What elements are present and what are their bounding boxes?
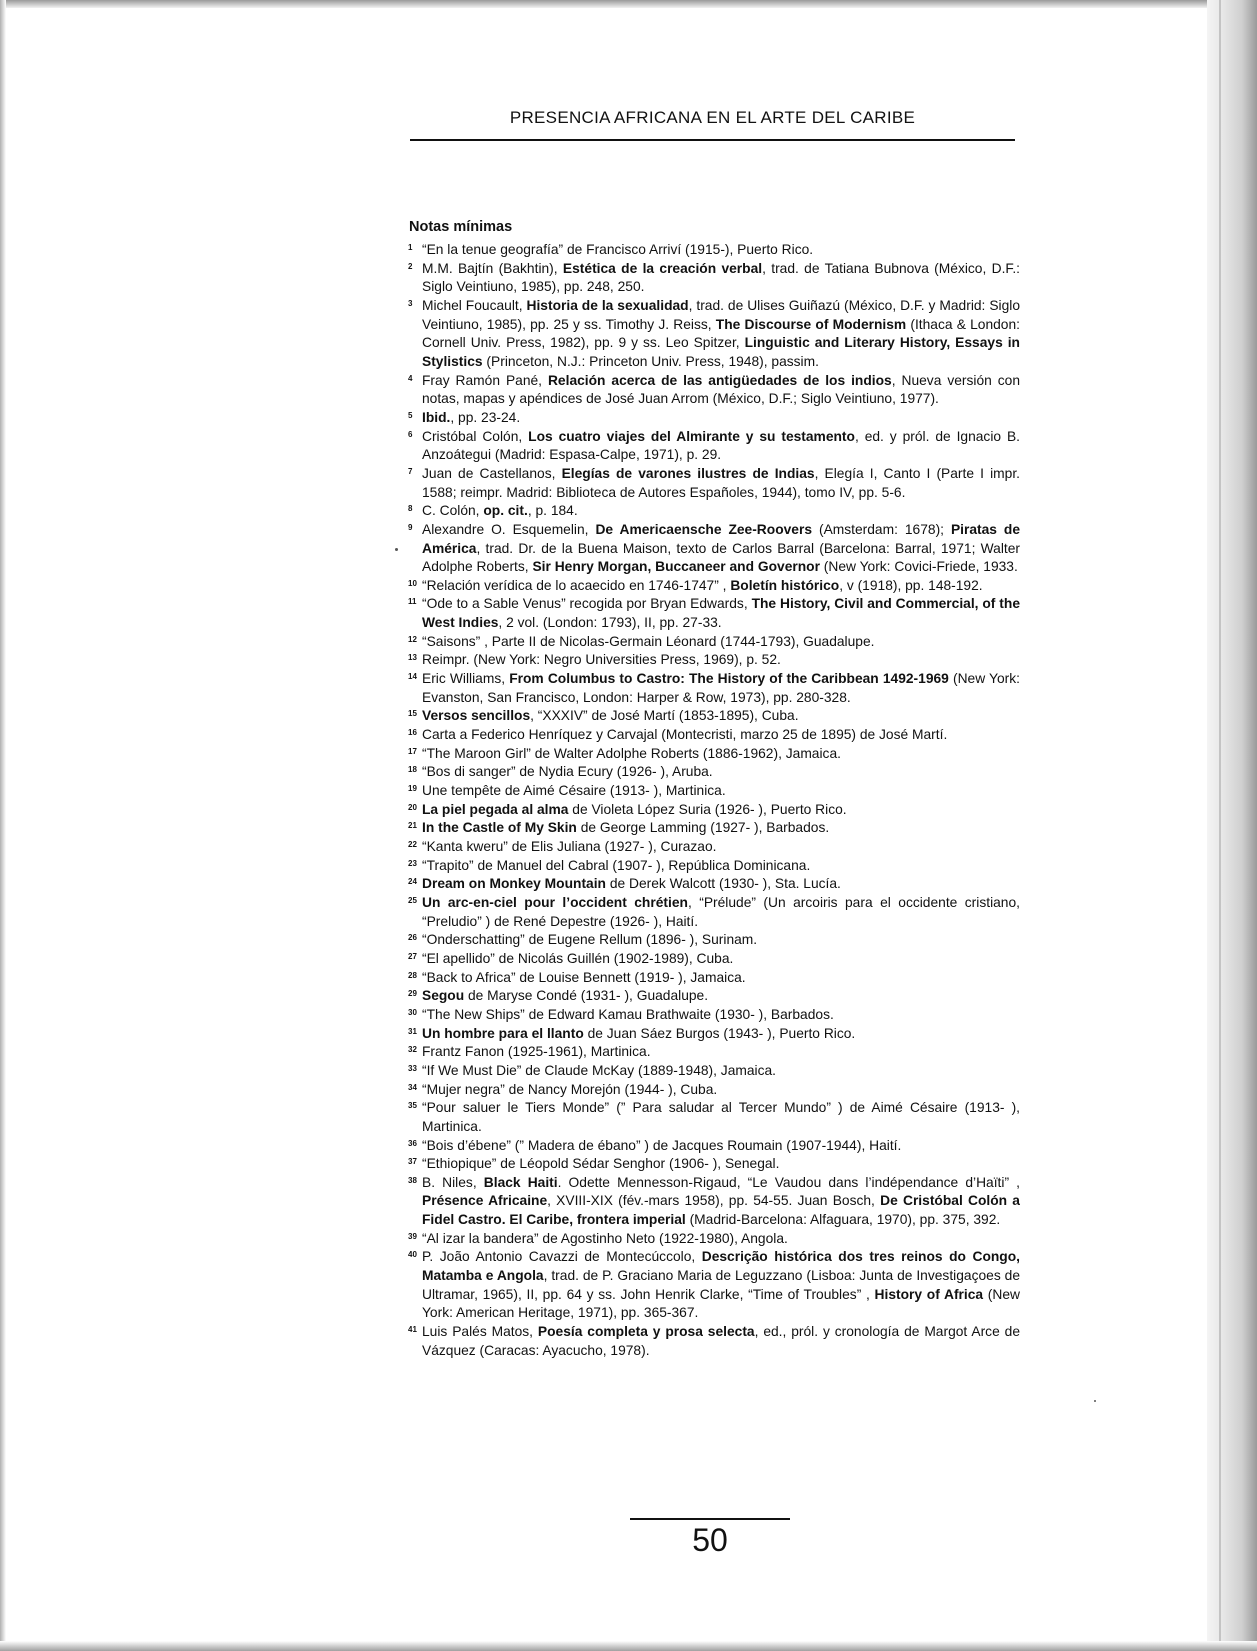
note-text: Une tempête de Aimé Césaire (1913- ), Martinica. (422, 783, 726, 799)
note-text: Fray Ramón Pané, (422, 372, 548, 388)
note-text: (Ithaca & London: Cornell Univ. Press, 1982), pp. 9 y ss. Leo Spitzer, (422, 316, 1020, 351)
note-number: 3 (408, 298, 413, 308)
note-text: , p. 184. (527, 503, 578, 519)
note-title-bold: The Discourse of Modernism (715, 316, 907, 332)
note-text: de Juan Sáez Burgos (1943- ), Puerto Rico. (583, 1025, 856, 1041)
note-item (408, 633, 1020, 652)
note-number: 20 (408, 802, 417, 812)
note-number: 34 (408, 1082, 417, 1092)
note-text: de Maryse Condé (1931- ), Guadalupe. (464, 988, 709, 1004)
note-item (408, 782, 1020, 801)
note-text: de Derek Walcott (1930- ), Sta. Lucía. (605, 876, 841, 892)
note-title-bold: Boletín histórico (730, 577, 840, 593)
note-number: 26 (408, 933, 417, 943)
note-item (408, 465, 1020, 502)
note-text: “Relación verídica de lo acaecido en 1746-1747” , (422, 577, 731, 593)
note-item (408, 931, 1020, 950)
note-text: , “Prélude” (Un arcoiris para el occidente cristiano, “Preludio” ) de René Depestre (1926- ), Haití. (422, 894, 1020, 929)
note-text: “Onderschatting” de Eugene Rellum (1896- ), Surinam. (422, 932, 758, 948)
note-text: “Saisons” , Parte II de Nicolas-Germain Léonard (1744-1793), Guadalupe. (422, 633, 875, 649)
note-title-bold: Ibid. (422, 409, 451, 425)
note-text: , 2 vol. (London: 1793), II, pp. 27-33. (498, 615, 722, 631)
note-item (408, 502, 1020, 521)
note-number: 27 (408, 951, 417, 961)
note-text: “The Maroon Girl” de Walter Adolphe Roberts (1886-1962), Jamaica. (422, 745, 841, 761)
header-rule (410, 139, 1015, 141)
note-text: “Pour saluer le Tiers Monde” (” Para saludar al Tercer Mundo” ) de Aimé Césaire (1913- ), Martinica. (422, 1100, 1020, 1134)
note-text: , ed. y pról. de Ignacio B. Anzoátegui (Madrid: Espasa-Calpe, 1971), p. 29. (422, 428, 1020, 463)
note-text: , trad. Dr. de la Buena Maison, texto de Carlos Barral (Barcelona: Barral, 1971; Walter Adolphe Roberts, (422, 540, 1020, 575)
note-item (408, 969, 1020, 988)
scan-edge-fold (1219, 0, 1221, 1651)
note-number: 32 (408, 1045, 417, 1055)
note-title-bold: Un arc-en-ciel pour l’occident chrétien (422, 894, 688, 910)
note-title-bold: From Columbus to Castro: The History of the Caribbean 1492-1969 (509, 671, 949, 687)
note-item (408, 1155, 1020, 1174)
note-text: , Nueva versión con notas, mapas y apéndices de José Juan Arrom (México, D.F.; Siglo Veintiuno, 1977). (422, 372, 1020, 407)
note-title-bold: Descrição histórica dos tres reinos do Congo, Matamba e Angola (422, 1249, 1020, 1284)
note-text: (Princeton, N.J.: Princeton Univ. Press, 1948), passim. (482, 353, 819, 369)
note-text: “Bois d’ébene” (” Madera de ébano” ) de Jacques Roumain (1907-1944), Haití. (422, 1137, 902, 1153)
note-number: 11 (408, 597, 417, 607)
note-item (408, 521, 1020, 577)
note-number: 16 (408, 728, 417, 738)
note-text: . Odette Mennesson-Rigaud, “Le Vaudou dans l’indépendance d’Haïti” , (557, 1174, 1020, 1190)
scan-speck (1094, 1400, 1096, 1402)
note-title-bold: Black Haiti (483, 1174, 558, 1190)
running-header: PRESENCIA AFRICANA EN EL ARTE DEL CARIBE (509, 108, 916, 127)
note-item (408, 651, 1020, 670)
note-number: 10 (408, 578, 417, 588)
scan-edge-left (0, 0, 6, 1651)
note-title-bold: Linguistic and Literary History, Essays in Stylistics (422, 335, 1020, 369)
note-text: , “XXXIV” de José Martí (1853-1895), Cuba. (530, 708, 799, 724)
note-number: 31 (408, 1026, 417, 1036)
note-number: 13 (408, 653, 417, 663)
note-number: 28 (408, 970, 417, 980)
note-number: 37 (408, 1157, 417, 1167)
note-item (408, 857, 1020, 876)
note-item (408, 260, 1020, 297)
note-number: 24 (408, 877, 417, 887)
note-text: Cristóbal Colón, (422, 428, 529, 444)
note-item (408, 838, 1020, 857)
note-title-bold: De Cristóbal Colón a Fidel Castro. El Caribe, frontera imperial (422, 1193, 1020, 1228)
note-number: 23 (408, 858, 417, 868)
note-title-bold: La piel pegada al alma (422, 801, 569, 817)
note-text: “Al izar la bandera” de Agostinho Neto (1922-1980), Angola. (422, 1230, 788, 1246)
note-item (408, 1230, 1020, 1249)
note-item (408, 297, 1020, 372)
note-number: 6 (408, 429, 413, 439)
note-text: “Ethiopique” de Léopold Sédar Senghor (1906- ), Senegal. (422, 1156, 780, 1172)
note-text: de Violeta López Suria (1926- ), Puerto Rico. (568, 801, 847, 817)
note-item (408, 745, 1020, 764)
note-item (408, 1006, 1020, 1025)
note-number: 18 (408, 765, 417, 775)
note-item (408, 1099, 1020, 1136)
note-text: , trad. de P. Graciano Maria de Leguzzano (Lisboa: Junta de Investigaçoes de Ultramar, 1965), II, pp. 64 y ss. John Henrik Clarke, “Time of Troubles” , (422, 1268, 1020, 1302)
note-number: 15 (408, 709, 417, 719)
note-text: Reimpr. (New York: Negro Universities Press, 1969), p. 52. (422, 652, 781, 668)
note-number: 40 (408, 1250, 417, 1260)
note-text: “If We Must Die” de Claude McKay (1889-1948), Jamaica. (422, 1062, 777, 1078)
note-text: “Bos di sanger” de Nydia Ecury (1926- ), Aruba. (422, 764, 713, 780)
footer-rule (630, 1518, 790, 1520)
note-text: (Madrid-Barcelona: Alfaguara, 1970), pp. 375, 392. (685, 1212, 1001, 1228)
note-title-bold: The History, Civil and Commercial, of the West Indies (422, 596, 1020, 631)
note-text: (New York: American Heritage, 1971), pp. 365-367. (422, 1286, 1020, 1321)
page-number: 50 (692, 1522, 728, 1558)
note-text: Frantz Fanon (1925-1961), Martinica. (422, 1044, 651, 1060)
note-text: “Kanta kweru” de Elis Juliana (1927- ), Curazao. (422, 839, 717, 854)
note-item (408, 577, 1020, 596)
note-title-bold: Présence Africaine (422, 1193, 548, 1209)
note-item (408, 372, 1020, 409)
note-number: 21 (408, 821, 417, 831)
note-number: 36 (408, 1138, 417, 1148)
note-item (408, 409, 1020, 428)
note-text: , v (1918), pp. 148-192. (839, 577, 983, 593)
note-number: 33 (408, 1063, 417, 1073)
note-item (408, 875, 1020, 894)
note-number: 7 (408, 466, 413, 476)
note-item (408, 763, 1020, 782)
note-item (408, 950, 1020, 969)
note-number: 25 (408, 895, 417, 905)
note-item (408, 707, 1020, 726)
note-number: 1 (408, 243, 413, 252)
note-text: (New York: Covici-Friede, 1933. (819, 559, 1018, 575)
scan-speck (395, 548, 398, 551)
note-number: 41 (408, 1325, 417, 1335)
note-text: “Mujer negra” de Nancy Morejón (1944- ), Cuba. (422, 1081, 718, 1097)
note-title-bold: Versos sencillos (422, 708, 531, 724)
note-text: Carta a Federico Henríquez y Carvajal (Montecristi, marzo 25 de 1895) de José Martí. (422, 727, 948, 743)
note-title-bold: Estética de la creación verbal (562, 260, 763, 276)
note-title-bold: Un hombre para el llanto (422, 1025, 584, 1041)
note-number: 8 (408, 504, 413, 514)
notes-heading: Notas mínimas (409, 219, 513, 235)
note-title-bold: Segou (422, 988, 465, 1004)
note-text: “The New Ships” de Edward Kamau Brathwaite (1930- ), Barbados. (422, 1006, 834, 1022)
note-item (408, 1137, 1020, 1156)
note-title-bold: History of Africa (874, 1286, 984, 1302)
note-item (408, 1323, 1020, 1360)
note-title-bold: Poesía completa y prosa selecta (537, 1324, 755, 1340)
scan-edge-bottom (0, 1641, 1257, 1651)
note-number: 22 (408, 840, 417, 849)
scan-edge-top (0, 0, 1257, 8)
note-title-bold: op. cit. (483, 503, 528, 519)
scan-edge-right (1207, 0, 1257, 1651)
note-title-bold: Piratas de América (422, 521, 1020, 556)
note-text: B. Niles, (422, 1174, 484, 1190)
note-text: , Elegía I, Canto I (Parte I impr. 1588; reimpr. Madrid: Biblioteca de Autores Españoles, 1944), tomo IV, pp. 5-6. (422, 465, 1021, 500)
note-item (408, 1062, 1020, 1081)
note-text: C. Colón, (422, 503, 484, 519)
note-number: 17 (408, 746, 417, 756)
note-text: “Back to Africa” de Louise Bennett (1919- ), Jamaica. (422, 969, 746, 985)
note-item (408, 670, 1020, 707)
note-number: 12 (408, 634, 417, 644)
note-item (408, 1043, 1020, 1062)
note-number: 29 (408, 989, 417, 999)
note-item (408, 1174, 1020, 1230)
note-number: 38 (408, 1175, 417, 1185)
note-text: “En la tenue geografía” de Francisco Arriví (1915-), Puerto Rico. (422, 242, 814, 257)
note-text: Alexandre O. Esquemelin, (422, 521, 596, 537)
note-number: 35 (408, 1101, 417, 1111)
note-item (408, 595, 1020, 632)
note-text: “El apellido” de Nicolás Guillén (1902-1989), Cuba. (422, 950, 734, 966)
note-text: (Amsterdam: 1678); (812, 521, 951, 537)
note-number: 30 (408, 1007, 417, 1017)
note-number: 5 (408, 410, 413, 420)
note-text: , trad. de Ulises Guiñazú (México, D.F. y Madrid: Siglo Veintiuno, 1985), pp. 25 y ss. Timothy J. Reiss, (422, 297, 1021, 332)
note-title-bold: Sir Henry Morgan, Buccaneer and Governor (532, 559, 820, 575)
note-text: P. João Antonio Cavazzi de Montecúccolo, (422, 1249, 702, 1265)
note-number: 14 (408, 672, 417, 682)
note-item (408, 726, 1020, 745)
note-text: Michel Foucault, (422, 297, 527, 313)
note-text: , XVIII-XIX (fév.-mars 1958), pp. 54-55. Juan Bosch, (547, 1193, 881, 1209)
notes-list (408, 241, 1020, 1360)
note-item (408, 801, 1020, 820)
note-item (408, 894, 1020, 931)
note-title-bold: Elegías de varones ilustres de Indias (561, 465, 815, 481)
note-title-bold: Los cuatro viajes del Almirante y su testamento (528, 428, 855, 444)
note-title-bold: Dream on Monkey Mountain (422, 876, 606, 892)
note-number: 9 (408, 522, 413, 532)
note-text: , trad. de Tatiana Bubnova (México, D.F.: Siglo Veintiuno, 1985), pp. 248, 250. (422, 260, 1020, 295)
note-title-bold: Historia de la sexualidad (526, 297, 689, 313)
note-number: 2 (408, 261, 413, 271)
note-title-bold: Relación acerca de las antigüedades de los indios (547, 372, 892, 388)
note-text: Juan de Castellanos, (422, 465, 562, 481)
note-text: “Ode to a Sable Venus” recogida por Bryan Edwards, (422, 596, 752, 612)
note-text: , pp. 23-24. (450, 409, 521, 425)
note-item (408, 428, 1020, 465)
note-item (408, 241, 1020, 260)
note-text: “Trapito” de Manuel del Cabral (1907- ), República Dominicana. (422, 857, 811, 873)
note-text: Eric Williams, (422, 671, 510, 687)
note-item (408, 1248, 1020, 1323)
note-title-bold: De Americaensche Zee-Roovers (595, 521, 813, 537)
note-number: 4 (408, 373, 413, 383)
note-text: (New York: Evanston, San Francisco, London: Harper & Row, 1973), pp. 280-328. (422, 671, 1020, 705)
note-text: Luis Palés Matos, (422, 1324, 538, 1340)
note-number: 39 (408, 1231, 417, 1241)
note-text: de George Lamming (1927- ), Barbados. (576, 820, 830, 836)
note-text: M.M. Bajtín (Bakhtin), (422, 260, 563, 276)
note-text: , ed., pról. y cronología de Margot Arce de Vázquez (Caracas: Ayacucho, 1978). (422, 1324, 1020, 1358)
note-item (408, 819, 1020, 838)
note-number: 19 (408, 784, 417, 794)
note-item (408, 1081, 1020, 1100)
note-title-bold: In the Castle of My Skin (422, 820, 577, 836)
note-item (408, 987, 1020, 1006)
note-item (408, 1025, 1020, 1044)
